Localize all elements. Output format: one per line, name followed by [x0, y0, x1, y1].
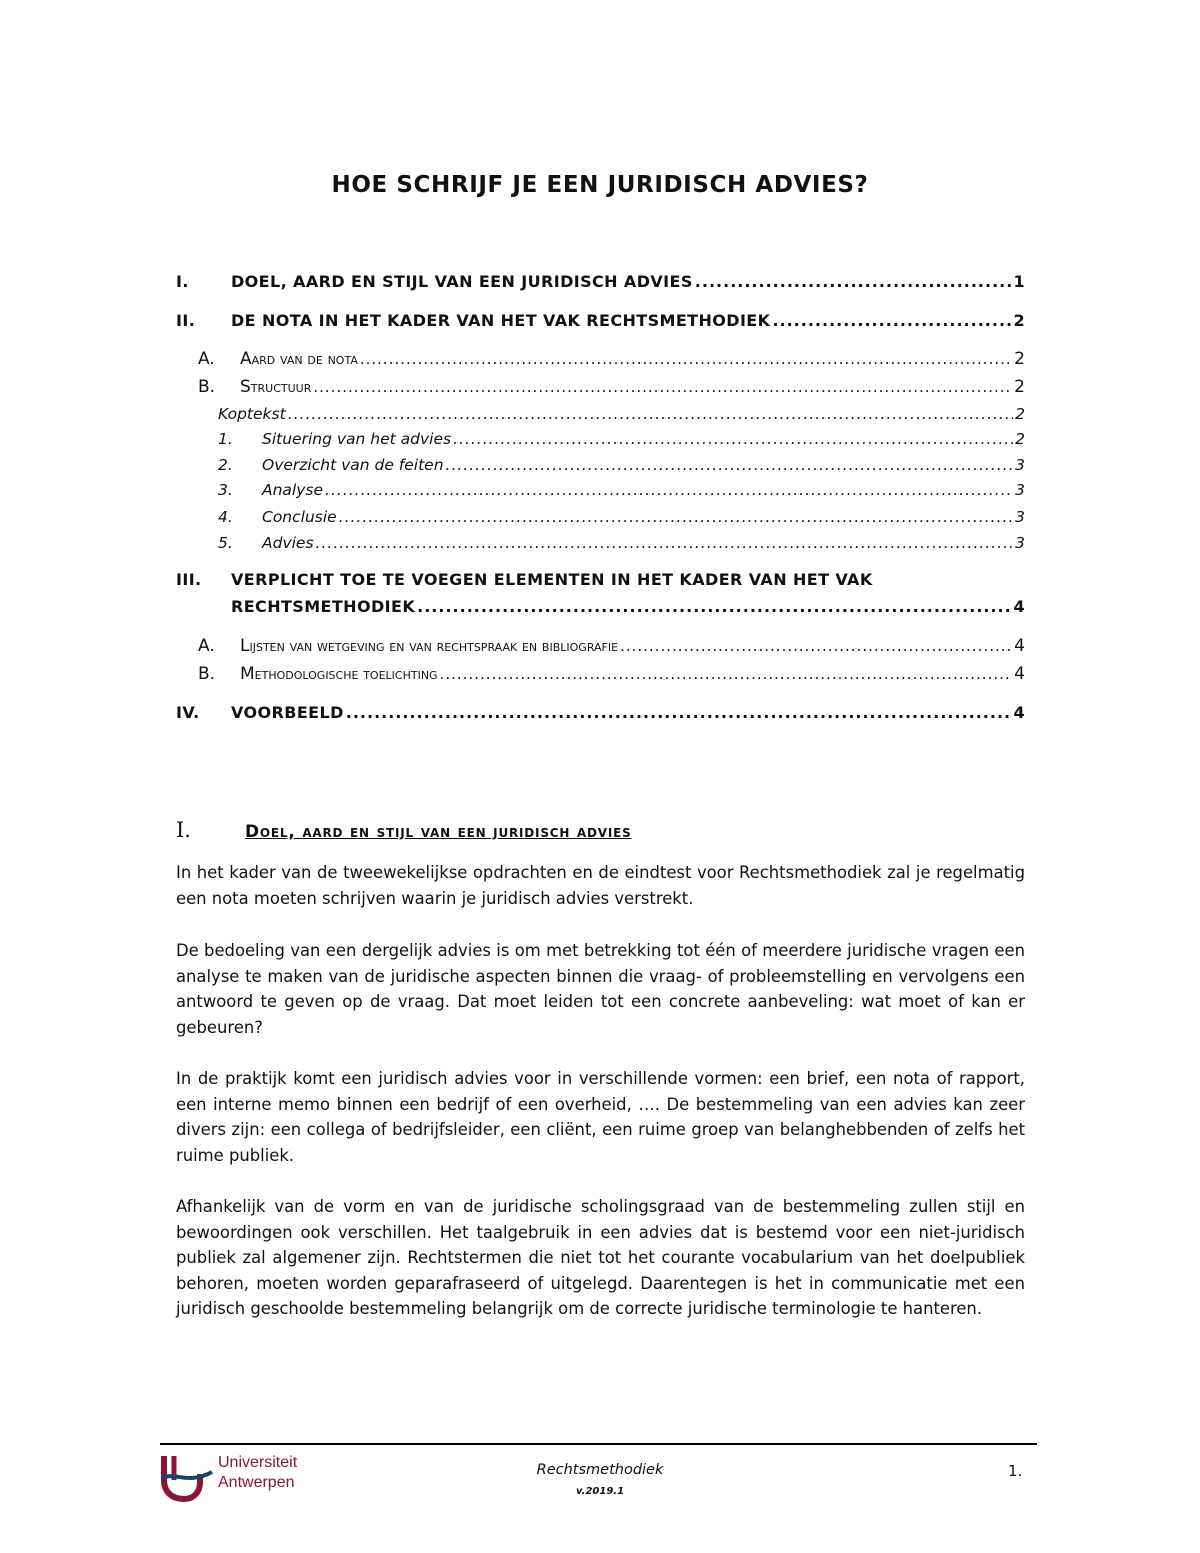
section-title: Doel, aard en stijl van een juridisch advies — [245, 822, 632, 842]
toc-entry[interactable]: 4. Conclusie ..... 3 — [176, 508, 1025, 526]
document-title: HOE SCHRIJF JE EEN JURIDISCH ADVIES? — [331, 172, 869, 198]
footer-course: Rechtsmethodiek — [536, 1462, 664, 1478]
footer-version: v.2019.1 — [575, 1486, 625, 1497]
university-name: Universiteit Antwerpen — [218, 1454, 298, 1491]
toc-entry[interactable]: B. Methodologische toelichting ..... 4 — [176, 664, 1025, 684]
footer-divider — [160, 1443, 1037, 1445]
toc-entry[interactable]: II. DE NOTA IN HET KADER VAN HET VAK RECHTSMETHODIEK ..... 2 — [176, 311, 1025, 330]
body-paragraph: In het kader van de tweewekelijkse opdrachten en de eindtest voor Rechtsmethodiek zal je regelmatig een nota moeten schrijven waarin je juridisch advies verstrekt. — [176, 863, 1025, 908]
page-number: 1. — [1008, 1462, 1023, 1480]
body-paragraph: Afhankelijk van de vorm en van de juridische scholingsgraad van de bestemmeling zullen stijl en bewoordingen ook verschillen. Het taalgebruik in een advies dat is bestemd voor een niet-juridisch publiek zal algemener zijn. Rechtstermen die niet tot het courante vocabularium van het doelpubliek behoren, moeten worden geparafraseerd of uitgelegd. Daarentegen is het in communicatie met een juridisch geschoolde bestemmeling belangrijk om de correcte juridische terminologie te hanteren. — [176, 1197, 1025, 1318]
section-number: I. — [176, 818, 191, 842]
toc-entry[interactable]: I. DOEL, AARD EN STIJL VAN EEN JURIDISCH ADVIES ..... 1 — [176, 272, 1025, 291]
toc-entry[interactable]: A. Lijsten van wetgeving en van rechtspraak en bibliografie ..... 4 — [176, 636, 1025, 656]
body-paragraph: In de praktijk komt een juridisch advies voor in verschillende vormen: een brief, een nota of rapport, een interne memo binnen een bedrijf of een overheid, …. De bestemmeling van een advies kan zeer divers zijn: een collega of bedrijfsleider, een cliënt, een ruime groep van belanghebbenden of zelfs het ruime publiek. — [176, 1069, 1025, 1165]
body-paragraph: De bedoeling van een dergelijk advies is om met betrekking tot één of meerdere juridische vragen een analyse te maken van de juridische aspecten binnen die vraag- of probleemstelling en vervolgens een antwoord te geven op de vraag. Dat moet leiden tot een concrete aanbeveling: wat moet of kan er gebeuren? — [176, 941, 1025, 1037]
toc-entry[interactable]: 1. Situering van het advies ..... 2 — [176, 430, 1025, 448]
section-heading — [176, 818, 632, 842]
toc-entry[interactable]: B. Structuur ..... 2 — [176, 377, 1025, 397]
toc-entry[interactable]: 5. Advies ..... 3 — [176, 534, 1025, 552]
toc-entry[interactable]: RECHTSMETHODIEK ..... 4 — [176, 597, 1025, 616]
toc-entry[interactable]: 3. Analyse ..... 3 — [176, 481, 1025, 499]
toc-entry[interactable]: Koptekst ..... 2 — [176, 405, 1025, 423]
toc-entry[interactable]: IV. VOORBEELD ..... 4 — [176, 703, 1025, 722]
toc-entry[interactable]: A. Aard van de nota ..... 2 — [176, 349, 1025, 369]
toc-entry-line1[interactable]: III. VERPLICHT TOE TE VOEGEN ELEMENTEN IN HET KADER VAN HET VAK — [176, 570, 873, 589]
toc-entry[interactable]: 2. Overzicht van de feiten ..... 3 — [176, 456, 1025, 474]
